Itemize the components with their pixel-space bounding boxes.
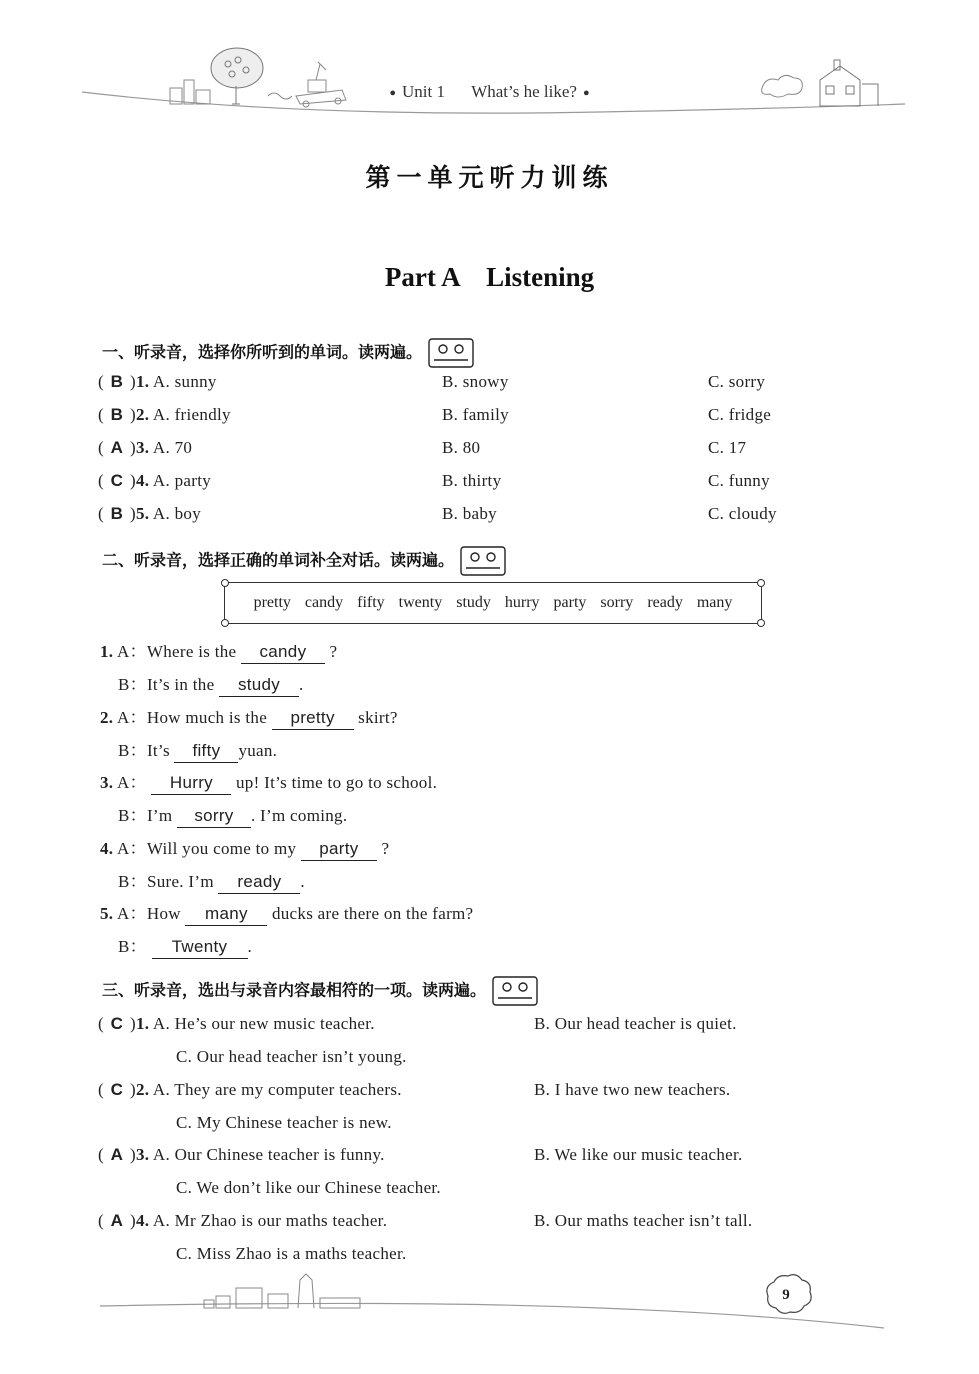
dialogue-line-b [118, 869, 305, 895]
fill-blank[interactable]: Twenty [152, 936, 248, 959]
line-text: A：How much is the [116, 707, 268, 727]
dialogue-line-b [118, 672, 304, 698]
item-number: 2. [135, 405, 150, 424]
line-text: B：It’s in the [118, 675, 215, 694]
option-b: B. We like our music teacher. [534, 1145, 743, 1164]
option-b: B. snowy [442, 372, 509, 391]
option-c: C. Our head teacher isn’t young. [176, 1047, 407, 1066]
option-a: A. sunny [152, 372, 217, 391]
option-b: B. family [442, 405, 509, 424]
word-bank-word: many [696, 594, 733, 611]
item-number: 4. [135, 1210, 150, 1230]
option-b: B. Our head teacher is quiet. [534, 1014, 737, 1033]
page-number: 9 [782, 1287, 790, 1303]
option-c: C. 17 [708, 438, 747, 457]
line-text: B：Sure. I’m [118, 871, 214, 891]
option-a: A. boy [152, 504, 201, 523]
line-text: A：Where is the [116, 642, 237, 661]
word-bank-word: hurry [504, 594, 540, 611]
section1-instruction [102, 338, 474, 368]
cassette-icon [492, 976, 538, 1006]
word-bank-word: twenty [398, 594, 443, 611]
option-a: A. 70 [152, 438, 193, 457]
option-c: C. We don’t like our Chinese teacher. [176, 1178, 441, 1197]
fill-blank[interactable]: sorry [177, 805, 251, 828]
dialogue-number: 4. [100, 838, 114, 858]
option-a: A. friendly [152, 405, 231, 424]
line-text: . [299, 675, 304, 694]
answer-choice[interactable]: A [110, 438, 124, 457]
section1-instruction-text: 一、听录音，选择你所听到的单词。读两遍。 [102, 342, 423, 362]
section3-item: ( C )1. A. He’s our new music teacher. [98, 1011, 375, 1037]
unit-label: Unit 1 [402, 82, 446, 101]
line-text: ? [329, 642, 338, 661]
line-text: . [300, 871, 305, 891]
dialogue-line-a [100, 901, 473, 927]
line-text: up! It’s time to go to school. [236, 773, 438, 792]
option-b: B. Our maths teacher isn’t tall. [534, 1210, 753, 1230]
section3-item: ( C )2. A. They are my computer teachers. [98, 1077, 402, 1103]
word-bank-word: sorry [600, 594, 634, 611]
option-c: C. funny [708, 471, 770, 490]
dialogue-line-a [100, 770, 437, 796]
word-bank-word: ready [647, 594, 683, 611]
cassette-icon [460, 546, 506, 576]
line-text: . I’m coming. [250, 806, 348, 825]
fill-blank[interactable]: party [301, 838, 377, 861]
answer-choice[interactable]: B [110, 372, 124, 391]
answer-choice[interactable]: B [110, 504, 124, 523]
fill-blank[interactable]: study [219, 674, 299, 697]
page-title: 第一单元听力训练 [365, 163, 614, 192]
option-c: C. My Chinese teacher is new. [176, 1112, 392, 1132]
line-text: ducks are there on the farm? [271, 904, 474, 923]
header-decoration [0, 0, 979, 130]
fill-blank[interactable]: fifty [174, 740, 238, 763]
item-number: 4. [135, 471, 150, 490]
fill-blank[interactable]: candy [241, 641, 325, 664]
dialogue-number: 3. [100, 773, 114, 792]
dialogue-line-a [100, 705, 398, 731]
dialogue-line-a [100, 639, 337, 665]
section3-instruction-text: 三、听录音，选出与录音内容最相符的一项。读两遍。 [102, 980, 487, 1000]
answer-choice[interactable]: C [110, 1014, 124, 1033]
line-text: A： [116, 773, 147, 792]
item-number: 3. [135, 438, 150, 457]
option-a: A. They are my computer teachers. [152, 1079, 402, 1099]
option-a: A. Our Chinese teacher is funny. [152, 1145, 385, 1164]
answer-choice[interactable]: A [110, 1145, 124, 1164]
section2-instruction [102, 546, 506, 576]
section1-item: ( A )3. A. 70 [98, 435, 192, 461]
option-c: C. Miss Zhao is a maths teacher. [176, 1243, 407, 1263]
word-bank [224, 582, 762, 624]
section2-instruction-text: 二、听录音，选择正确的单词补全对话。读两遍。 [102, 550, 455, 570]
word-bank-word: candy [304, 594, 344, 611]
section3-item: ( A )4. A. Mr Zhao is our maths teacher. [98, 1208, 387, 1234]
answer-choice[interactable]: B [110, 405, 124, 424]
option-c: C. cloudy [708, 504, 777, 523]
unit-title: What’s he like? [471, 82, 577, 101]
line-text: skirt? [358, 707, 398, 727]
dialogue-line-a [100, 836, 389, 862]
footer-decoration [0, 1260, 979, 1370]
option-a: A. Mr Zhao is our maths teacher. [152, 1210, 388, 1230]
option-a: A. He’s our new music teacher. [152, 1014, 375, 1033]
item-number: 2. [135, 1079, 150, 1099]
dialogue-line-b [118, 803, 347, 829]
dialogue-number: 1. [100, 642, 114, 661]
fill-blank[interactable]: ready [218, 871, 300, 894]
line-text: A：How [116, 904, 181, 923]
section1-item: ( B )5. A. boy [98, 501, 201, 527]
option-c: C. fridge [708, 405, 772, 424]
dialogue-number: 5. [100, 904, 114, 923]
option-c: C. sorry [708, 372, 766, 391]
word-bank-word: pretty [253, 594, 291, 611]
line-text: A：Will you come to my [116, 838, 297, 858]
section3-instruction [102, 976, 538, 1006]
option-b: B. thirty [442, 471, 502, 490]
answer-choice[interactable]: A [110, 1210, 124, 1230]
fill-blank[interactable]: many [185, 903, 267, 926]
fill-blank[interactable]: pretty [272, 707, 354, 730]
word-bank-word: study [456, 594, 491, 611]
dialogue-number: 2. [100, 707, 114, 727]
dialogue-line-b [118, 738, 277, 764]
answer-choice[interactable]: C [110, 471, 124, 490]
line-text: B：I’m [118, 806, 173, 825]
answer-choice[interactable]: C [110, 1079, 124, 1099]
item-number: 3. [135, 1145, 150, 1164]
running-header: ● Unit 1 What’s he like? ● [389, 82, 590, 101]
part-title: Part A Listening [384, 262, 595, 292]
line-text: yuan. [238, 740, 278, 760]
line-text: B： [118, 937, 147, 956]
option-a: A. party [152, 471, 212, 490]
fill-blank[interactable]: Hurry [151, 772, 231, 795]
section3-item: ( A )3. A. Our Chinese teacher is funny. [98, 1142, 385, 1168]
section1-item: ( C )4. A. party [98, 468, 211, 494]
line-text: ? [381, 838, 390, 858]
dialogue-line-b [118, 934, 252, 960]
word-bank-word: party [553, 594, 587, 611]
item-number: 1. [135, 1014, 150, 1033]
option-b: B. I have two new teachers. [534, 1079, 731, 1099]
item-number: 1. [135, 372, 150, 391]
cassette-icon [428, 338, 474, 368]
option-b: B. baby [442, 504, 497, 523]
line-text: . [247, 937, 253, 956]
line-text: B：It’s [118, 740, 170, 760]
option-b: B. 80 [442, 438, 481, 457]
section1-item: ( B )1. A. sunny [98, 369, 217, 395]
word-bank-word: fifty [357, 594, 385, 611]
section1-item: ( B )2. A. friendly [98, 402, 231, 428]
item-number: 5. [135, 504, 150, 523]
